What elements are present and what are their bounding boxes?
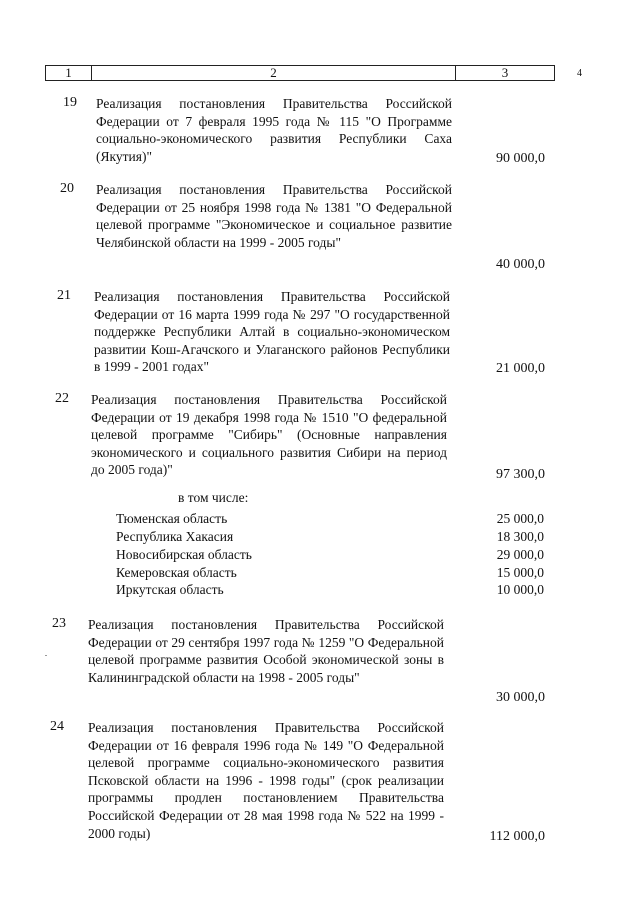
region-row [116, 529, 546, 546]
column-header-3: 3 [501, 65, 509, 80]
column-header-1: 1 [46, 66, 92, 80]
entry-text: Реализация постановления Правительства Российской Федерации от 25 ноября 1998 года № 1381 "О Федеральной целевой программе "Экономическое и социальное развитие Челябинской области на 1999 - 2005 годы" [96, 182, 452, 250]
entry-text: Реализация постановления Правительства Российской Федерации от 16 февраля 1996 года № 149 "О Федеральной целевой программе социально-экономического развития Псковской области на 1996 - 1998 годы" (срок реализации программы продлен постановлением Правительства Российской Федерации от 28 мая 1998 года № 522 на 1999 - 2000 годы) [88, 720, 444, 841]
entry-sum: 112 000,0 [489, 829, 545, 844]
entry-text: Реализация постановления Правительства Российской Федерации от 19 декабря 1998 года № 1510 "О федеральной целевой программе "Сибирь" (Основные направления экономического и социального развития Сибири на период до 2005 года)" [91, 392, 447, 478]
region-row [116, 547, 546, 564]
region-name: Новосибирская область [116, 547, 252, 562]
including-label: в том числе: [178, 490, 249, 505]
entry-number: 20 [60, 181, 74, 196]
entry-text: Реализация постановления Правительства Российской Федерации от 7 февраля 1995 года № 115 "О Программе социально-экономического развития Республики Саха (Якутия)" [96, 96, 452, 164]
region-name: Кемеровская область [116, 565, 237, 580]
region-sum: 18 300,0 [496, 529, 544, 544]
region-sum: 25 000,0 [496, 511, 544, 526]
entry-number: 22 [55, 391, 69, 406]
region-name: Иркутская область [116, 582, 224, 597]
region-name: Республика Хакасия [116, 529, 234, 544]
region-name: Тюменская область [116, 511, 228, 526]
entry-sum: 30 000,0 [496, 690, 545, 705]
region-sum: 29 000,0 [496, 547, 544, 562]
column-header-2: 2 [92, 66, 456, 80]
region-row [116, 582, 546, 599]
region-sum: 10 000,0 [496, 582, 544, 597]
region-sum: 15 000,0 [496, 565, 544, 580]
margin-mark [45, 655, 47, 656]
entry-sum: 21 000,0 [496, 361, 545, 376]
entry-number: 24 [50, 719, 64, 734]
entry-sum: 40 000,0 [496, 257, 545, 272]
entry-text: Реализация постановления Правительства Российской Федерации от 29 сентября 1997 года № 1259 "О Федеральной целевой программе развития Особой экономической зоны в Калининградской области на 1998 - 2005 годы" [88, 617, 444, 685]
column-header-row [45, 65, 555, 81]
region-row [116, 565, 546, 582]
entry-number: 21 [57, 288, 71, 303]
page-number: 4 [577, 68, 582, 79]
entry-number: 19 [63, 95, 77, 110]
entry-sum: 90 000,0 [496, 151, 545, 166]
region-row [116, 511, 546, 528]
entry-sum: 97 300,0 [496, 467, 545, 482]
entry-number: 23 [52, 616, 66, 631]
entry-text: Реализация постановления Правительства Российской Федерации от 16 марта 1999 года № 297 "О государственной поддержке Республики Алтай в социально-экономическом развитии Кош-Агачского и Улаганского районов Республики в 1999 - 2001 годах" [94, 289, 450, 375]
